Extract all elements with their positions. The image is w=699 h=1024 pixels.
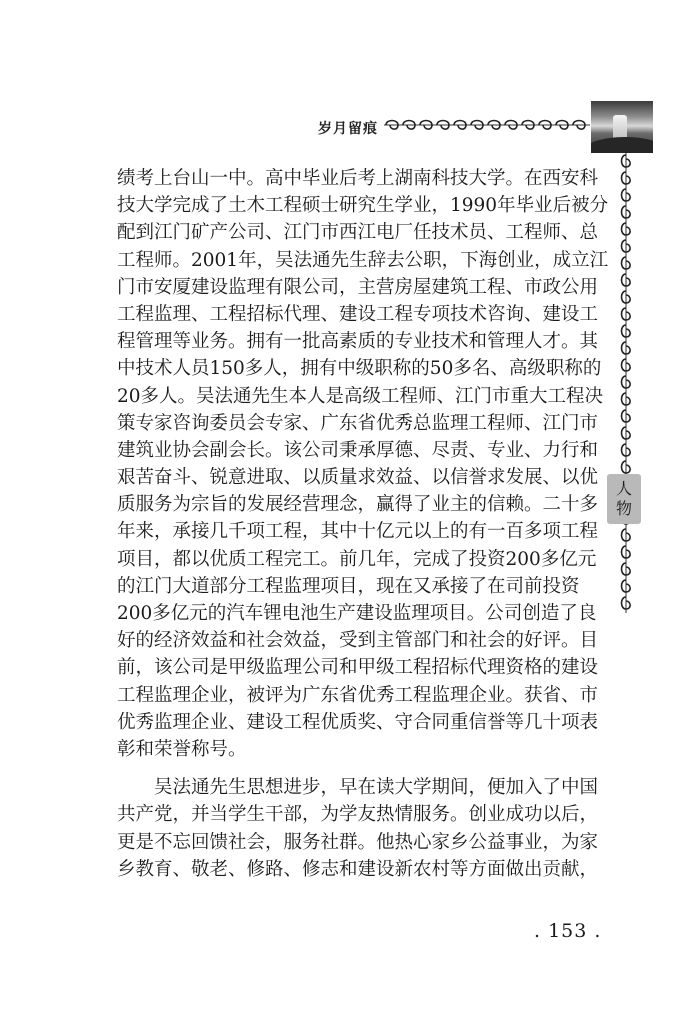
text-line: 更是不忘回馈社会，服务社群。他热心家乡公益事业，为家 <box>117 831 599 853</box>
text-line: 乡教育、敬老、修路、修志和建设新农村等方面做出贡献， <box>117 858 599 880</box>
text-line: 吴法通先生思想进步，早在读大学期间，便加入了中国 <box>117 777 599 799</box>
text-line: 的江门大道部分工程监理项目，现在又承接了在司前投资 <box>117 575 580 597</box>
text-line: 工程监理企业，被评为广东省优秀工程监理企业。获省、市 <box>117 684 599 706</box>
text-line: 工程监理、工程招标代理、建设工程专项技术咨询、建设工 <box>117 303 599 325</box>
text-line: 200多亿元的汽车锂电池生产建设监理项目。公司创造了良 <box>117 603 597 624</box>
text-line: 项目，都以优质工程完工。前几年，完成了投资200多亿元 <box>117 548 597 570</box>
text-line: 艰苦奋斗、锐意进取、以质量求效益、以信誉求发展、以优 <box>117 467 599 489</box>
landscape-thumbnail-image <box>591 101 653 153</box>
text-line: 20多人。吴法通先生本人是高级工程师、江门市重大工程决 <box>117 385 604 407</box>
section-tab-char-1: 人 <box>615 479 632 498</box>
paragraph-1 <box>117 165 617 763</box>
section-tab-char-2: 物 <box>615 499 632 518</box>
text-line: 配到江门矿产公司、江门市西江电厂任技术员、工程师、总 <box>117 222 599 244</box>
text-line: 优秀监理企业、建设工程优质奖、守合同重信誉等几十项表 <box>117 711 599 733</box>
text-line: 好的经济效益和社会效益，受到主管部门和社会的好评。目 <box>117 630 599 652</box>
text-line: 门市安厦建设监理有限公司，主营房屋建筑工程、市政公用 <box>117 276 599 298</box>
text-line: 彰和荣誉称号。 <box>117 738 247 760</box>
text-line: 中技术人员150多人，拥有中级职称的50多名、高级职称的 <box>117 358 602 380</box>
text-line: 技大学完成了土木工程硕士研究生学业，1990年毕业后被分 <box>117 195 609 217</box>
text-line: 共产党，并当学生干部，为学友热情服务。创业成功以后， <box>117 804 599 826</box>
text-line: 程管理等业务。拥有一批高素质的专业技术和管理人才。其 <box>117 331 599 353</box>
text-line: 绩考上台山一中。高中毕业后考上湖南科技大学。在西安科 <box>117 168 599 189</box>
text-line: 前，该公司是甲级监理公司和甲级工程招标代理资格的建设 <box>117 657 599 679</box>
text-line: 建筑业协会副会长。该公司秉承厚德、尽责、专业、力行和 <box>117 439 599 461</box>
running-header-title: 岁月留痕 <box>318 121 378 137</box>
body-text <box>117 165 617 883</box>
text-line: 工程师。2001年，吴法通先生辞去公职，下海创业，成立江 <box>117 249 609 271</box>
header-ornament-border <box>384 117 590 133</box>
side-ornament-border <box>615 153 634 613</box>
page-number: . 153 . <box>534 920 602 942</box>
paragraph-2 <box>117 774 617 883</box>
text-line: 年来，承接几千项工程，其中十亿元以上的有一百多项工程 <box>117 521 599 543</box>
text-line: 策专家咨询委员会专家、广东省优秀总监理工程师、江门市 <box>117 412 599 434</box>
text-line: 质服务为宗旨的发展经营理念，赢得了业主的信赖。二十多 <box>117 494 599 516</box>
